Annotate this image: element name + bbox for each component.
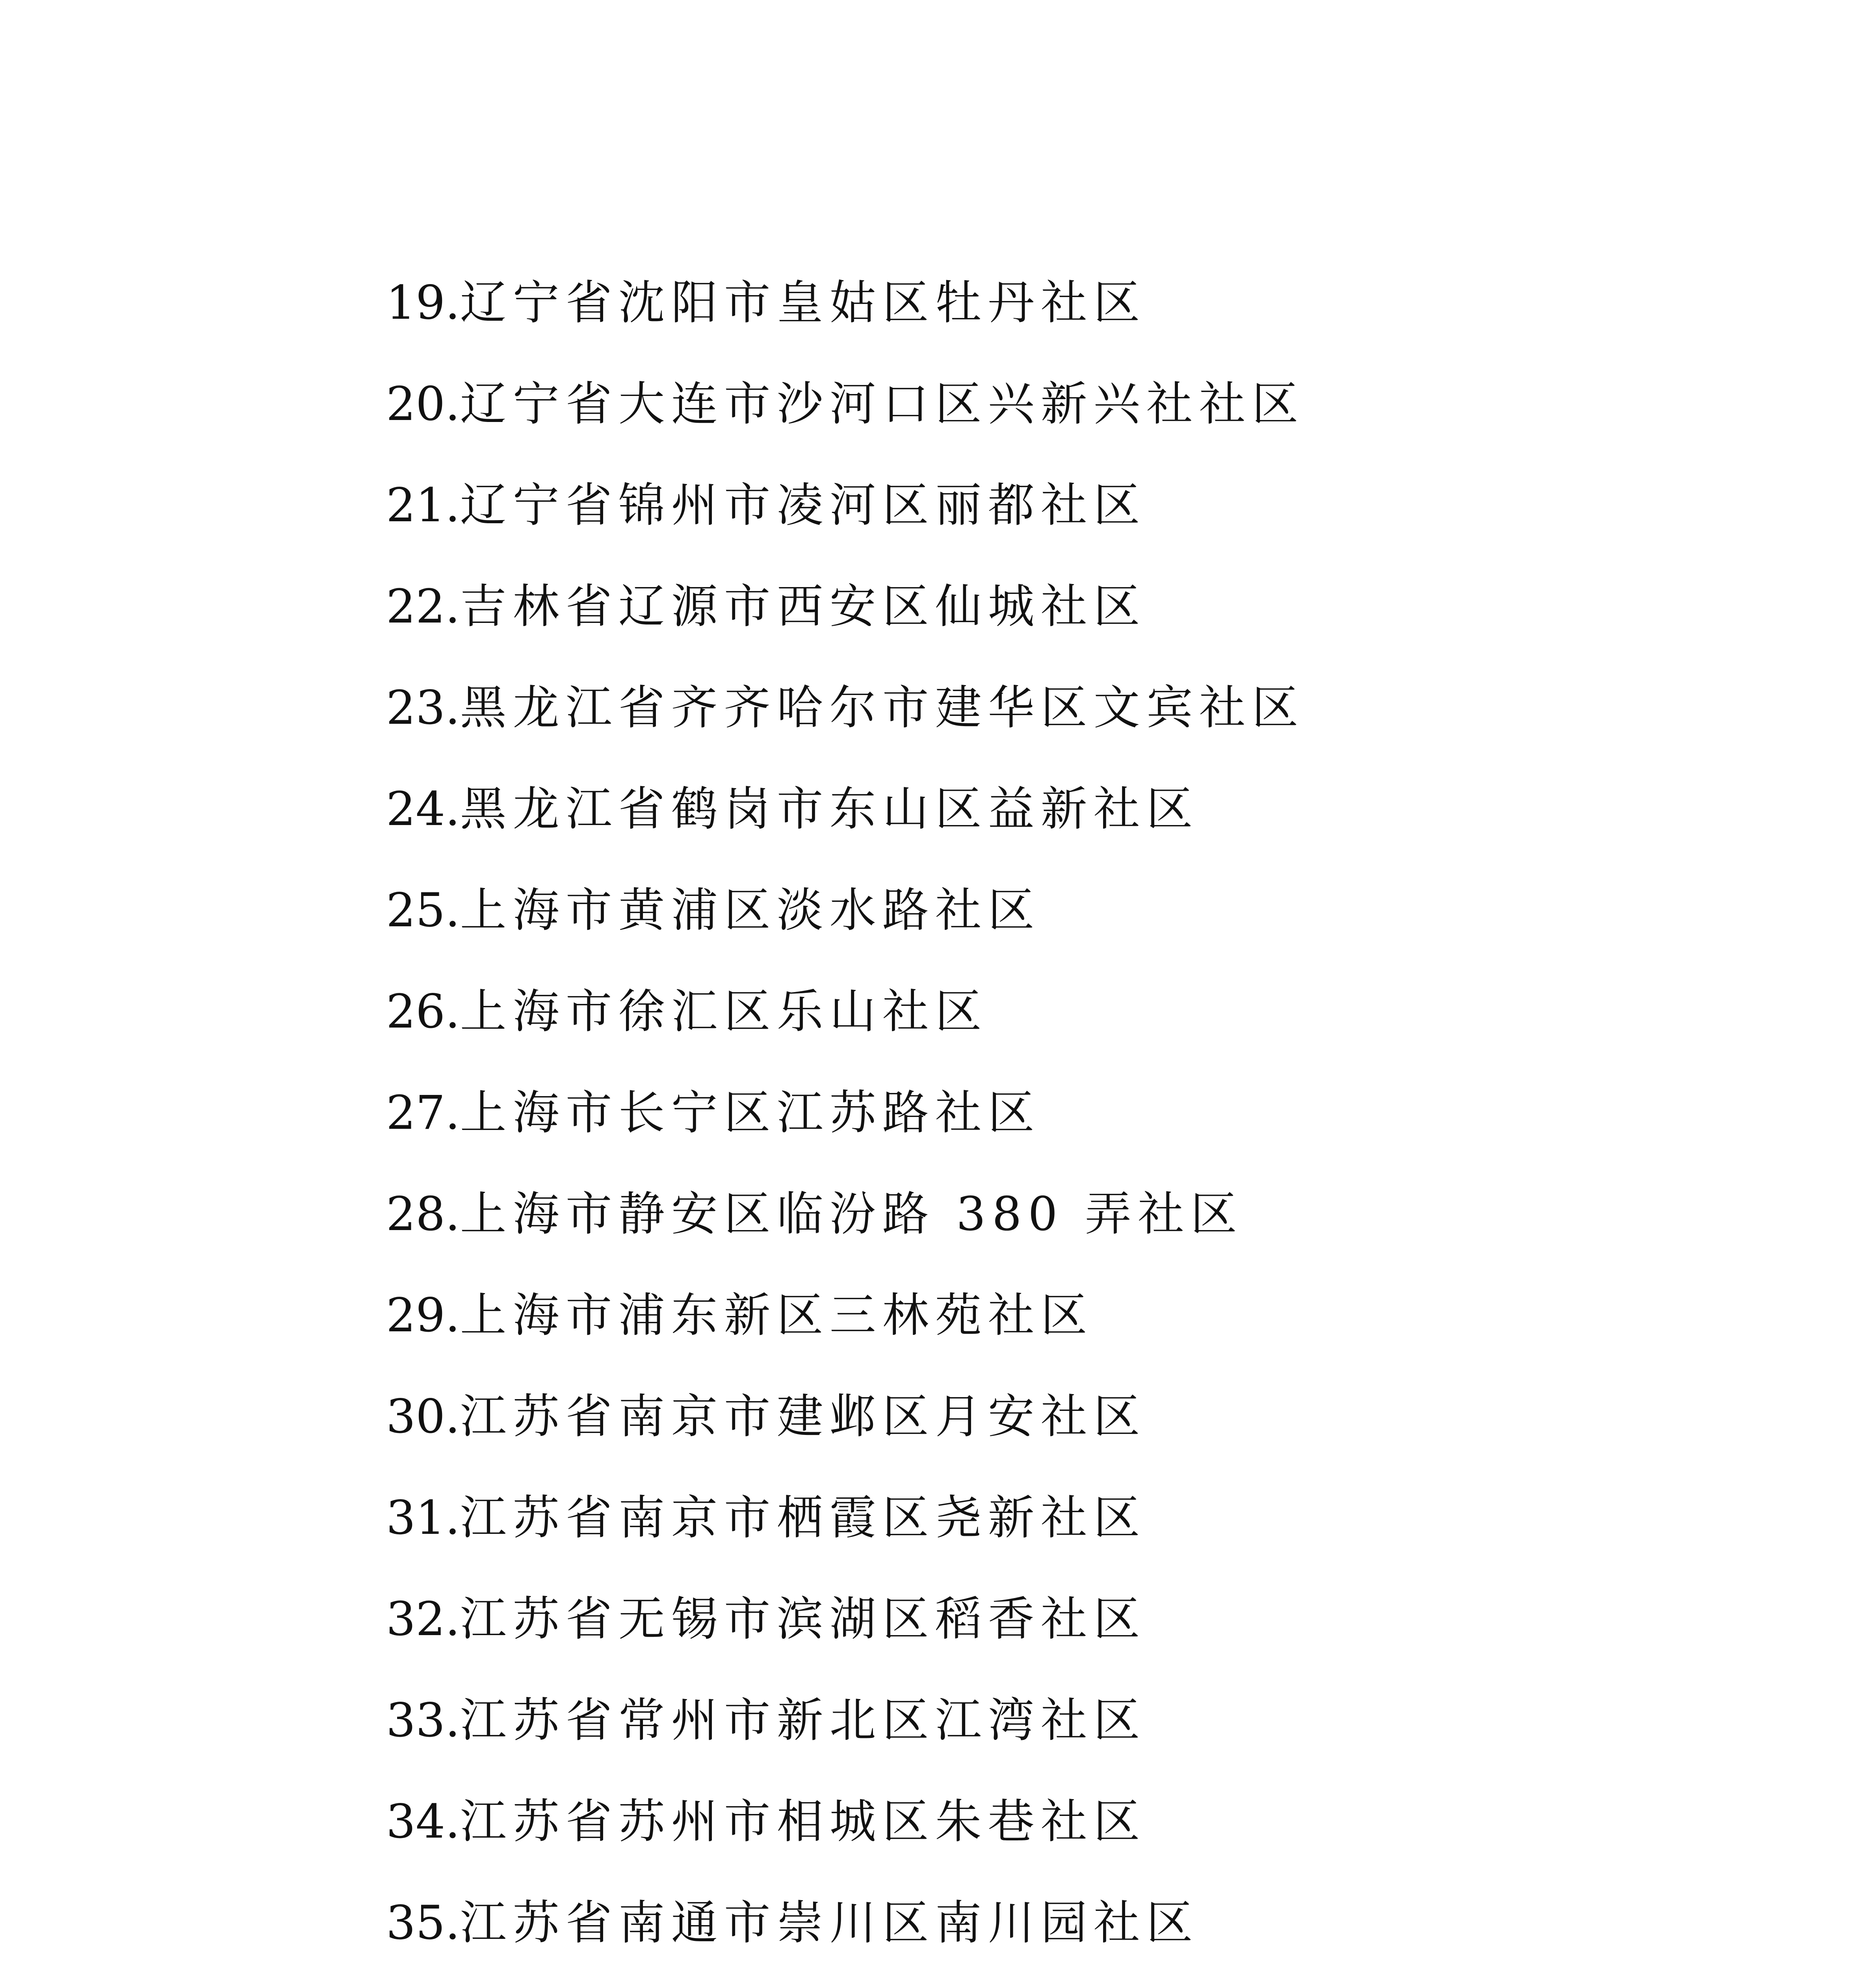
item-number: 26. (386, 984, 460, 1039)
item-number: 25. (386, 883, 460, 937)
list-item (386, 455, 1726, 556)
item-number: 28. (386, 1187, 460, 1241)
item-number: 29. (386, 1288, 460, 1342)
list-item (386, 1771, 1726, 1872)
item-text: 辽宁省锦州市凌河区丽都社区 (460, 478, 1146, 532)
item-text: 江苏省无锡市滨湖区稻香社区 (460, 1592, 1146, 1646)
item-number: 19. (386, 275, 460, 330)
list-item (386, 860, 1726, 961)
list-item (386, 657, 1726, 758)
list-item (386, 758, 1726, 860)
list-item (386, 1467, 1726, 1569)
item-text: 江苏省苏州市相城区朱巷社区 (460, 1794, 1146, 1849)
item-text: 辽宁省大连市沙河口区兴新兴社社区 (460, 377, 1305, 431)
list-item (386, 1062, 1726, 1163)
item-text: 黑龙江省鹤岗市东山区益新社区 (460, 782, 1199, 836)
list-item (386, 1265, 1726, 1366)
list-item (386, 252, 1726, 353)
list-item (386, 1670, 1726, 1771)
list-item (386, 1872, 1726, 1970)
item-text: 黑龙江省齐齐哈尔市建华区文宾社区 (460, 680, 1305, 735)
item-text: 上海市静安区临汾路 380 弄社区 (460, 1187, 1243, 1241)
item-text: 江苏省南通市崇川区南川园社区 (460, 1896, 1199, 1950)
item-number: 21. (386, 478, 460, 532)
list-item (386, 1366, 1726, 1467)
item-number: 32. (386, 1592, 460, 1646)
item-text: 上海市黄浦区淡水路社区 (460, 883, 1041, 937)
item-number: 33. (386, 1693, 460, 1747)
item-text: 江苏省常州市新北区江湾社区 (460, 1693, 1146, 1747)
list-item (386, 556, 1726, 657)
item-text: 上海市长宁区江苏路社区 (460, 1085, 1041, 1140)
item-number: 35. (386, 1896, 460, 1950)
item-text: 辽宁省沈阳市皇姑区牡丹社区 (460, 275, 1146, 330)
item-number: 23. (386, 680, 460, 735)
item-text: 江苏省南京市栖霞区尧新社区 (460, 1491, 1146, 1545)
item-number: 31. (386, 1491, 460, 1545)
item-text: 吉林省辽源市西安区仙城社区 (460, 579, 1146, 634)
list-item (386, 961, 1726, 1062)
community-list (386, 252, 1726, 1970)
item-number: 30. (386, 1389, 460, 1444)
item-number: 24. (386, 782, 460, 836)
item-text: 江苏省南京市建邺区月安社区 (460, 1389, 1146, 1444)
item-number: 34. (386, 1794, 460, 1849)
item-number: 27. (386, 1085, 460, 1140)
item-number: 22. (386, 579, 460, 634)
list-item (386, 353, 1726, 455)
list-item (386, 1163, 1726, 1265)
item-text: 上海市浦东新区三林苑社区 (460, 1288, 1094, 1342)
list-item (386, 1569, 1726, 1670)
item-text: 上海市徐汇区乐山社区 (460, 984, 988, 1039)
item-number: 20. (386, 377, 460, 431)
